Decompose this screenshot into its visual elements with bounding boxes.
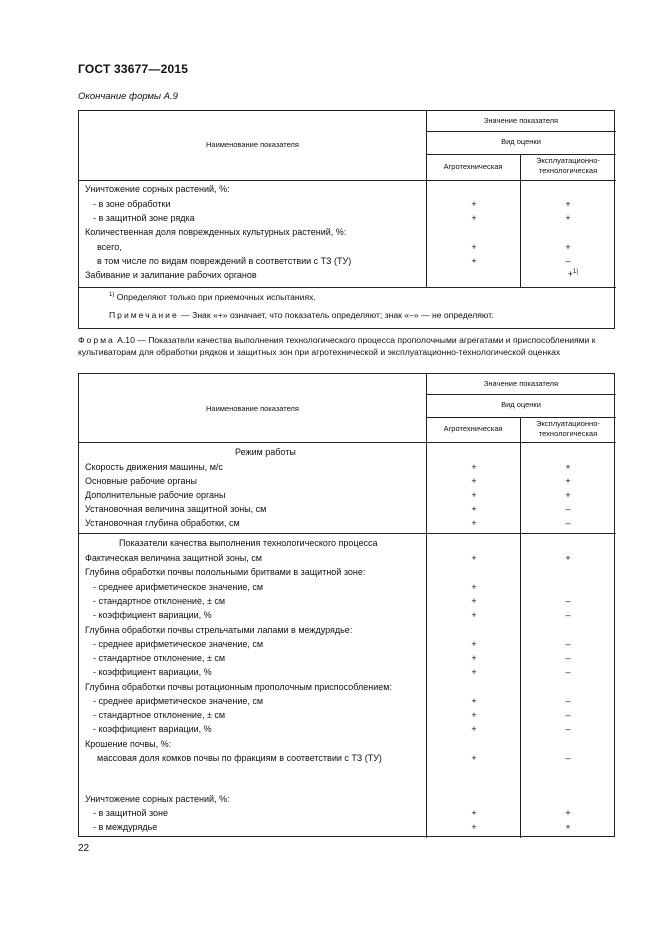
table2: [78, 373, 615, 837]
table2-row-label: - в защитной зоне: [93, 808, 168, 818]
table2-row-expl: +: [565, 553, 571, 563]
table1-row-agro: +: [471, 199, 477, 209]
table2-row-expl: +: [565, 476, 571, 486]
table2-header-type: Вид оценки: [501, 400, 541, 409]
table2-row-label: - среднее арифметическое значение, см: [93, 696, 264, 706]
table1-row-expl: +: [565, 213, 571, 223]
table1-row-label: - в зоне обработки: [93, 199, 171, 209]
table2-row-agro: +: [471, 753, 477, 763]
table2-row-agro: +: [471, 462, 477, 472]
table1-row-label: - в защитной зоне рядка: [93, 213, 195, 223]
table2-header-name: Наименование показателя: [206, 404, 299, 413]
table2-row-label: Основные рабочие органы: [85, 476, 197, 486]
table2-row-expl: –: [565, 753, 571, 763]
table2-row-label: - коэффициент вариации, %: [93, 724, 212, 734]
table2-row-agro: +: [471, 639, 477, 649]
table1-row-label: Забивание и залипание рабочих органов: [85, 270, 257, 280]
table2-row-expl: +: [565, 822, 571, 832]
section-title-mode: Режим работы: [235, 447, 296, 457]
table2-row-expl: –: [565, 504, 571, 514]
table2-row-agro: +: [471, 518, 477, 528]
table1-header-name: Наименование показателя: [206, 140, 299, 149]
table1-row-expl: +$^{1)}$: [567, 269, 579, 279]
table2-row-label: Крошение почвы, %:: [85, 739, 172, 749]
table2-row-agro: +: [471, 596, 477, 606]
table2-row-label: Фактическая величина защитной зоны, см: [85, 553, 262, 563]
table2-row-agro: +: [471, 476, 477, 486]
table2-row-expl: –: [565, 724, 571, 734]
table2-row-expl: +: [565, 490, 571, 500]
table2-row-label: - коэффициент вариации, %: [93, 667, 212, 677]
table1-header-agro: Агротехническая: [443, 162, 503, 171]
table2-row-expl: –: [565, 518, 571, 528]
table1-row-agro: +: [471, 213, 477, 223]
table1-note: Примечание — Знак «+» означает, что показатель определяют; знак «–» — не определяют.: [109, 310, 494, 320]
table2-row-label: - среднее арифметическое значение, см: [93, 582, 264, 592]
document-title: ГОСТ 33677—2015: [78, 62, 189, 76]
table2-row-expl: –: [565, 610, 571, 620]
table1-header-type: Вид оценки: [501, 137, 541, 146]
table2-row-label: Установочная глубина обработки, см: [85, 518, 240, 528]
table1-subtitle: Окончание формы А.9: [78, 91, 178, 102]
table1-header-value: Значение показателя: [483, 116, 559, 125]
table2-row-expl: –: [565, 667, 571, 677]
table1-row-expl: +: [565, 242, 571, 252]
table2-row-agro: +: [471, 653, 477, 663]
table2-row-label: массовая доля комков почвы по фракциям в соответствии с ТЗ (ТУ): [97, 753, 382, 763]
table2-header-value: Значение показателя: [483, 379, 559, 388]
section-title-quality: Показатели качества выполнения технологического процесса: [119, 538, 378, 548]
page-number: 22: [78, 843, 90, 854]
table2-row-agro: +: [471, 582, 477, 592]
form-caption: Форма А.10 — Показатели качества выполнения технологического процесса прополочными агрегатами и приспособлениями к культиваторам для обработки рядков и защитных зон при агротехнической и эксплуатационно-технологической оценках: [78, 335, 596, 357]
table2-row-label: - среднее арифметическое значение, см: [93, 639, 264, 649]
table2-row-agro: +: [471, 667, 477, 677]
table1-row-expl: –: [565, 256, 571, 266]
table2-row-label: - стандартное отклонение, ± см: [93, 596, 226, 606]
table2-row-label: Установочная величина защитной зоны, см: [85, 504, 267, 514]
table2-row-label: - в междурядье: [93, 822, 158, 832]
table2-row-agro: +: [471, 490, 477, 500]
table1-row-label: всего,: [97, 242, 122, 252]
table2-row-agro: +: [471, 553, 477, 563]
table1-row-label: Уничтожение сорных растений, %:: [85, 184, 230, 194]
table2-row-agro: +: [471, 710, 477, 720]
table2-row-expl: –: [565, 596, 571, 606]
table1-row-label: в том числе по видам повреждений в соответствии с ТЗ (ТУ): [97, 256, 352, 266]
table2-row-label: Глубина обработки почвы стрельчатыми лапами в междурядье:: [85, 625, 353, 635]
table1-footnote: $^{1)}$ Определяют только при приемочных испытаниях.: [109, 292, 316, 302]
table1: [78, 110, 615, 329]
table2-row-label: Дополнительные рабочие органы: [85, 490, 226, 500]
table2-row-agro: +: [471, 808, 477, 818]
table2-header-agro: Агротехническая: [443, 424, 503, 433]
table2-row-agro: +: [471, 504, 477, 514]
table1-header-expl: Эксплуатационно- технологическая: [536, 156, 600, 175]
table2-row-expl: –: [565, 653, 571, 663]
table2-row-expl: +: [565, 808, 571, 818]
table2-row-label: Глубина обработки почвы ротационным прополочным приспособлением:: [85, 682, 392, 692]
table2-row-label: - стандартное отклонение, ± см: [93, 710, 226, 720]
table2-row-agro: +: [471, 822, 477, 832]
table1-footnote-ref: 1): [572, 269, 579, 275]
table1-row-agro: +: [471, 242, 477, 252]
table2-row-agro: +: [471, 724, 477, 734]
table2-header-expl: Эксплуатационно- технологическая: [536, 419, 600, 438]
table1-row-expl: +: [565, 199, 571, 209]
table2-row-label: Глубина обработки почвы полольными бритвами в защитной зоне:: [85, 567, 366, 577]
table2-row-agro: +: [471, 696, 477, 706]
table2-row-agro: +: [471, 610, 477, 620]
table2-row-expl: –: [565, 710, 571, 720]
table1-row-agro: +: [471, 256, 477, 266]
table2-row-expl: –: [565, 696, 571, 706]
table2-row-label: - стандартное отклонение, ± см: [93, 653, 226, 663]
table2-row-label: Скорость движения машины, м/с: [85, 462, 223, 472]
table2-row-label: Уничтожение сорных растений, %:: [85, 794, 230, 804]
table2-row-label: - коэффициент вариации, %: [93, 610, 212, 620]
table2-row-expl: –: [565, 639, 571, 649]
table2-row-expl: +: [565, 462, 571, 472]
table1-row-label: Количественная доля поврежденных культурных растений, %:: [85, 227, 347, 237]
